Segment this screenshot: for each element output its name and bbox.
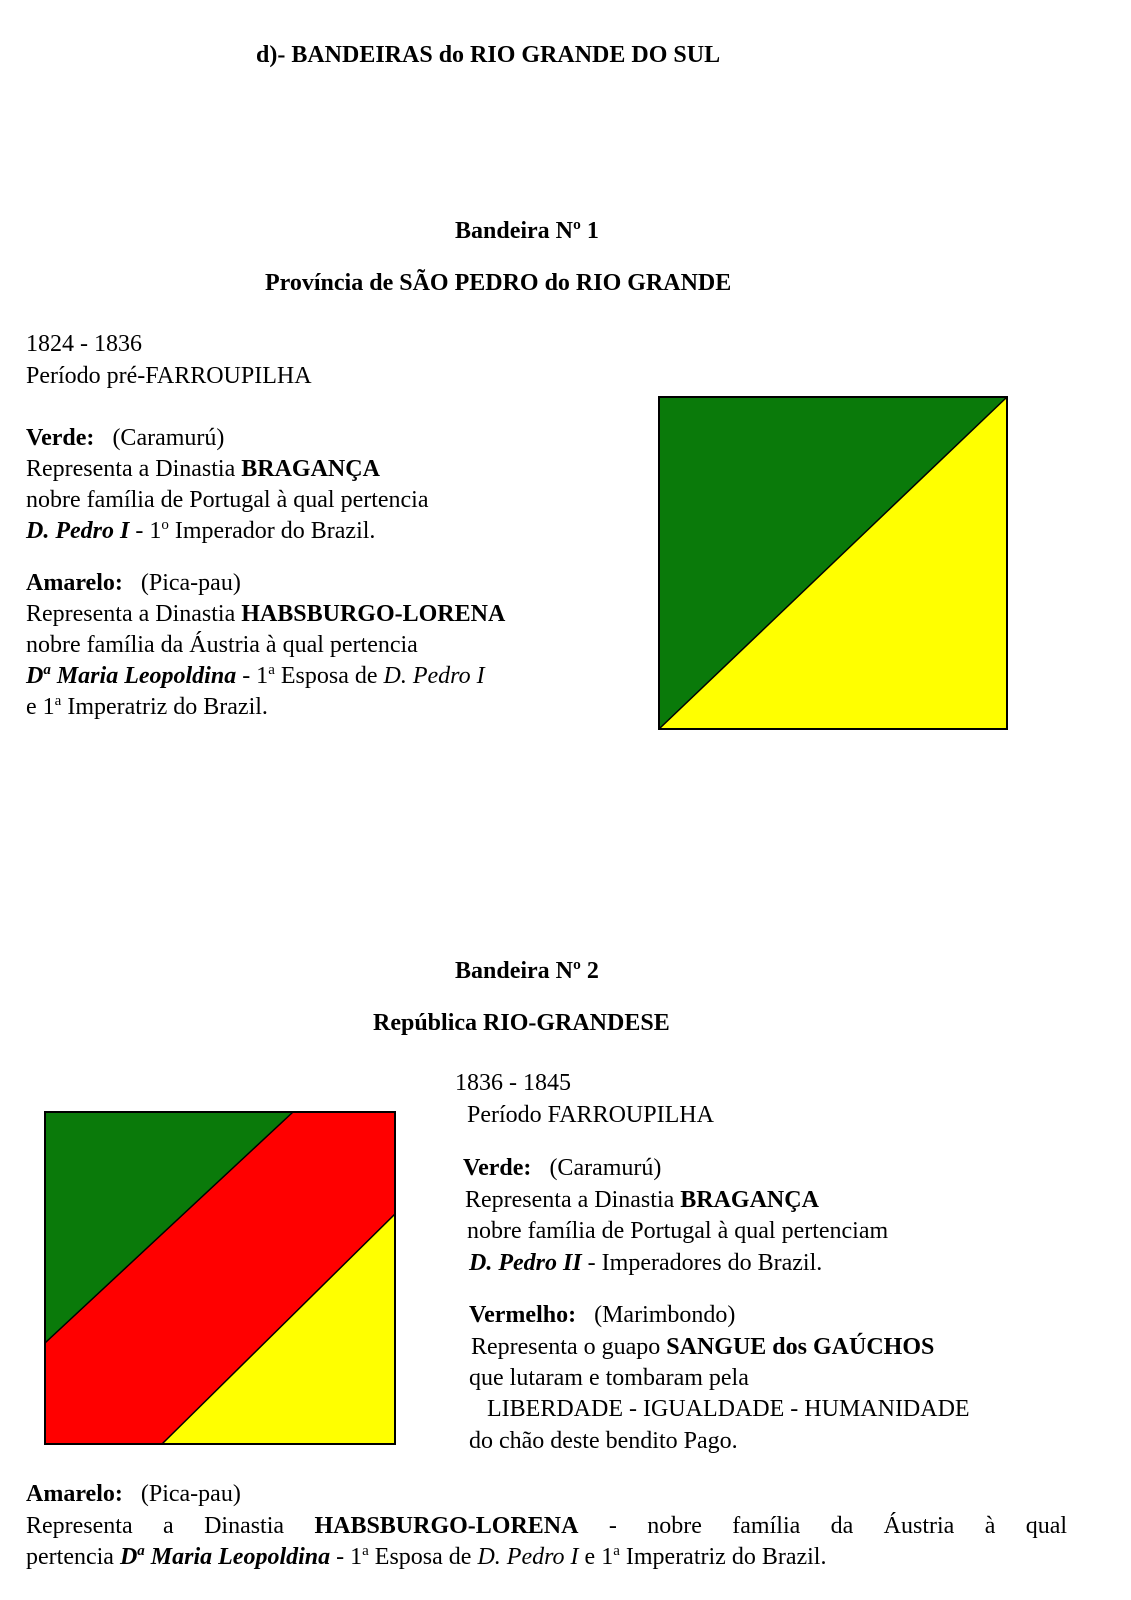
flag1-amarelo-line3-post: Esposa de [274,663,384,689]
flag1-verde-dynasty: BRAGANÇA [241,456,380,482]
flag2-vermelho-title [469,1300,735,1330]
flag2-verde-person: D. Pedro II [469,1250,582,1276]
flag1-amarelo-dsup: a [43,662,51,678]
flag2-amarelo-line2-post: Esposa de [368,1544,478,1570]
flag2-amarelo-w1: Representa [26,1513,133,1539]
flag1-amarelo-line4-pre: e 1 [26,694,55,720]
flag2-verde-nick: (Caramurú) [549,1155,662,1181]
flag1-verde-line3-sup: o [161,517,169,533]
flag1-amarelo-line4-post: Imperatriz do Brazil. [61,694,268,720]
flag2-vermelho-nick: (Marimbondo) [594,1302,736,1328]
flag1-verde-title [26,423,224,453]
flag1-verde-person: D. Pedro I [26,518,130,544]
flag2-amarelo-rest: nobre família da Áustria à qual [647,1513,1068,1539]
flag1-amarelo-person: Maria Leopoldina [50,663,237,689]
flag2-amarelo-and: e 1 [578,1544,614,1570]
flag2-vermelho-label: Vermelho: [469,1302,577,1328]
flag2-amarelo-dynasty: HABSBURGO-LORENA [314,1513,579,1539]
flag2-amarelo-person: Maria Leopoldina [144,1544,331,1570]
flag1-amarelo-line1 [26,599,505,629]
flag2-amarelo-nick: (Pica-pau) [140,1481,241,1507]
flag1-verde-label: Verde: [26,425,95,451]
flag1-amarelo-pedro: D. Pedro I [383,663,485,689]
flag2-amarelo-pedro: D. Pedro I [477,1544,579,1570]
flag1-amarelo-line2: nobre família da Áustria à qual pertencia [26,632,418,658]
flag1-verde-line3-post: Imperador do Brazil. [168,518,376,544]
flag2-vermelho-blood: SANGUE dos GAÚCHOS [666,1334,935,1360]
flag1-amarelo-dynasty: HABSBURGO-LORENA [241,601,506,627]
flag1-amarelo-label: Amarelo: [26,570,123,596]
flag1-subtitle: Província de SÃO PEDRO do RIO GRANDE [265,270,732,296]
flag2-amarelo-line2-mid: - 1 [330,1544,363,1570]
flag2-verde-dynasty: BRAGANÇA [680,1187,819,1213]
flag2-image [44,1111,396,1445]
flag2-amarelo-d: D [119,1544,138,1570]
flag2-amarelo-line2-pre: pertencia [26,1544,120,1570]
flag2-vermelho-line2: que lutaram e tombaram pela [469,1365,749,1391]
flag1-heading: Bandeira Nº 1 [455,218,599,244]
flag2-amarelo-line1 [26,1511,1067,1541]
flag2-vermelho-line4: do chão deste bendito Pago. [469,1428,738,1454]
flag2-vermelho-line1-text: Representa o guapo [471,1334,667,1360]
flag2-verde-line2: nobre família de Portugal à qual pertenciam [467,1218,889,1244]
flag1-verde-line1 [26,454,380,484]
flag2-amarelo-label: Amarelo: [26,1481,123,1507]
flag2-amarelo-dsup: a [137,1543,145,1559]
flag2-verde-line1 [465,1185,819,1215]
flag2-vermelho-line3: LIBERDADE - IGUALDADE - HUMANIDADE [487,1396,970,1422]
flag2-verde-line1-text: Representa a Dinastia [465,1187,681,1213]
flag2-amarelo-w3: Dinastia [204,1513,285,1539]
flag1-amarelo-line1-text: Representa a Dinastia [26,601,242,627]
flag1-amarelo-title [26,568,241,598]
flag2-amarelo-line2-sup: a [362,1543,369,1559]
flag1-amarelo-line4-sup: a [54,693,62,709]
flag1-verde-nick: (Caramurú) [112,425,225,451]
flag1-amarelo-line3-sup: a [268,662,275,678]
flag1-period: Período pré-FARROUPILHA [26,363,312,389]
flag1-amarelo-line3 [26,661,485,691]
flag2-vermelho-line1 [471,1332,934,1362]
page-title: d)- BANDEIRAS do RIO GRANDE DO SUL [256,42,721,68]
flag1-verde-line1-text: Representa a Dinastia [26,456,242,482]
flag1-verde-line3 [26,516,375,546]
flag1-image [658,396,1008,730]
flag1-years: 1824 - 1836 [26,331,142,357]
flag2-amarelo-line2-sup2: a [613,1543,620,1559]
flag2-subtitle: República RIO-GRANDESE [373,1010,670,1036]
flag2-heading: Bandeira Nº 2 [455,958,599,984]
flag2-verde-label: Verde: [463,1155,532,1181]
flag2-verde-line3-post: - Imperadores do Brazil. [581,1250,823,1276]
flag2-verde-line3 [469,1248,822,1278]
flag1-amarelo-d: D [26,663,44,689]
flag1-verde-line3-mid: - 1 [129,518,162,544]
flag1-verde-line2: nobre família de Portugal à qual pertencia [26,487,429,513]
flag2-years: 1836 - 1845 [455,1070,571,1096]
flag2-amarelo-title [26,1479,241,1509]
flag1-amarelo-line3-mid: - 1 [236,663,269,689]
flag2-period: Período FARROUPILHA [467,1102,714,1128]
flag1-amarelo-nick: (Pica-pau) [140,570,241,596]
flag1-amarelo-line4 [26,692,268,722]
flag2-amarelo-line2 [26,1542,826,1572]
flag2-amarelo-end: Imperatriz do Brazil. [619,1544,827,1570]
flag2-verde-title [463,1153,661,1183]
flag2-amarelo-dash: - [608,1513,617,1539]
flag2-amarelo-w2: a [163,1513,174,1539]
